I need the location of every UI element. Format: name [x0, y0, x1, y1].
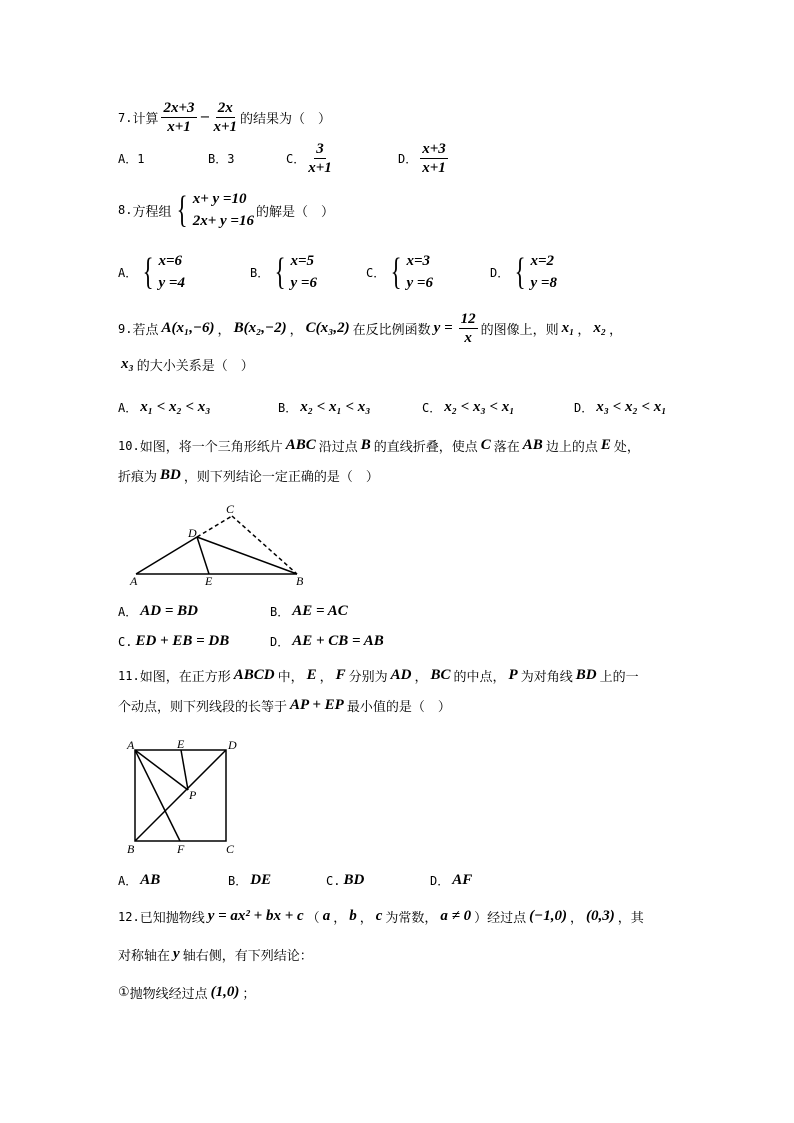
- math: ABC: [285, 437, 316, 453]
- numerator: 2x: [217, 100, 233, 116]
- option-label: A．: [118, 605, 138, 619]
- text: 抛物线经过点: [129, 987, 208, 1002]
- numerator: x+3: [422, 141, 446, 157]
- option-value: x₁ < x₂ < x₃: [140, 399, 211, 415]
- option-value: 3: [227, 151, 235, 166]
- text: ，: [609, 323, 623, 338]
- question-number: 8.: [118, 203, 133, 217]
- item-marker: ①: [118, 985, 130, 1000]
- math: y = ax² + bx + c: [207, 908, 304, 924]
- text: 方程组: [132, 204, 172, 220]
- option-label: D．: [490, 265, 510, 280]
- text: ）经过点: [474, 911, 527, 926]
- option-label: B．: [270, 605, 290, 619]
- math: B(x₂,−2): [233, 320, 287, 336]
- text: ，: [217, 323, 231, 338]
- text: 的图像上，则: [480, 323, 559, 338]
- option-label: D．: [270, 635, 290, 649]
- text: 分别为: [348, 670, 388, 685]
- text: 为常数，: [385, 911, 438, 926]
- text: 边上的点: [545, 440, 598, 455]
- option-label: A．: [118, 265, 138, 280]
- point-label: A: [127, 738, 135, 752]
- math: B: [360, 437, 371, 453]
- question-12: [118, 907, 644, 926]
- question-11: [118, 666, 639, 685]
- text: 为对角线: [520, 670, 573, 685]
- brace: {: [390, 251, 402, 293]
- math: C: [480, 437, 491, 453]
- option-value: x₂ < x₁ < x₃: [300, 399, 371, 415]
- text: 若点: [132, 323, 159, 338]
- denominator: x+1: [422, 160, 446, 176]
- math: BD: [575, 667, 597, 683]
- numerator: 12: [460, 311, 476, 327]
- brace: {: [514, 251, 526, 293]
- math: AB: [522, 437, 543, 453]
- option-c: [326, 872, 367, 889]
- math: x₂: [593, 320, 607, 336]
- math: A(x₁,−6): [161, 320, 215, 336]
- option-b: [270, 603, 351, 620]
- text: （: [306, 911, 320, 926]
- text: 对称轴在: [118, 949, 171, 964]
- math: ABCD: [233, 667, 275, 683]
- text: 在反比例函数: [352, 323, 431, 338]
- numerator: 2x+3: [163, 100, 195, 116]
- option-label: B．: [208, 152, 228, 166]
- text: 如图，在正方形: [139, 670, 231, 685]
- math: P: [508, 667, 518, 683]
- math: c: [375, 908, 383, 924]
- option-c: [118, 633, 232, 650]
- point-label: A: [130, 574, 138, 588]
- question-number: 12.: [118, 909, 140, 924]
- option-value: AE = AC: [292, 603, 348, 619]
- equation: x+ y =10: [192, 191, 247, 207]
- math: (−1,0): [529, 908, 567, 924]
- numerator: 3: [316, 141, 324, 157]
- point-label: D: [188, 526, 197, 540]
- equation: x=5: [290, 253, 315, 269]
- text: 的中点，: [453, 670, 506, 685]
- option-value: x₂ < x₃ < x₁: [444, 399, 515, 415]
- text: 的大小关系是（ ）: [136, 359, 254, 374]
- option-label: A．: [118, 401, 138, 415]
- math: (1,0): [210, 984, 240, 1000]
- math: F: [335, 667, 346, 683]
- math: (0,3): [586, 908, 615, 924]
- point-label: P: [189, 788, 197, 802]
- denominator: x+1: [167, 119, 191, 135]
- math: a ≠ 0: [440, 908, 472, 924]
- question-number: 9.: [118, 321, 133, 336]
- math: AP + EP: [290, 697, 344, 713]
- text: 的结果为（ ）: [240, 112, 332, 127]
- option-b: [228, 872, 274, 889]
- equation: y =8: [530, 275, 557, 291]
- option-label: C.: [118, 634, 133, 649]
- minus: −: [199, 110, 211, 125]
- option-label: A．: [118, 152, 138, 166]
- text: 最小值的是（ ）: [346, 700, 451, 715]
- math: x₃: [121, 356, 134, 372]
- brace: {: [177, 189, 189, 231]
- option-label: C．: [422, 401, 442, 415]
- math: AD: [390, 667, 412, 683]
- text: 中，: [277, 670, 304, 685]
- equation: 2x+ y =16: [192, 213, 254, 229]
- math: a: [322, 908, 331, 924]
- denominator: x+1: [308, 160, 332, 176]
- text: 处，: [613, 440, 640, 455]
- math: y =: [433, 320, 453, 336]
- option-value: AD = BD: [140, 603, 198, 619]
- text: 折痕为: [118, 470, 158, 485]
- text: ，: [319, 670, 333, 685]
- option-value: DE: [250, 872, 272, 888]
- text: 上的一: [599, 670, 639, 685]
- text: 如图，将一个三角形纸片: [139, 440, 283, 455]
- option-value: AE + CB = AB: [292, 633, 384, 649]
- triangle-figure: [136, 516, 297, 574]
- text: 沿过点: [318, 440, 358, 455]
- text: ，: [577, 323, 591, 338]
- option-label: C．: [286, 152, 306, 166]
- brace: {: [142, 251, 154, 293]
- text: ，其: [617, 911, 644, 926]
- equation: y =6: [406, 275, 433, 291]
- square-figure: [135, 750, 226, 841]
- question-number: 7.: [118, 110, 133, 125]
- math: E: [600, 437, 611, 453]
- point-label: B: [296, 574, 304, 588]
- equation: x=2: [530, 253, 555, 269]
- point-label: C: [226, 842, 235, 856]
- text: 落在: [493, 440, 520, 455]
- text: 轴右侧，有下列结论：: [182, 949, 313, 964]
- text: ；: [242, 987, 256, 1002]
- point-label: F: [177, 842, 185, 856]
- text: 计算: [132, 112, 159, 127]
- question-11-line-2: [118, 696, 451, 715]
- option-value: BD: [343, 872, 365, 888]
- option-label: C．: [366, 265, 386, 280]
- option-label: A．: [118, 874, 138, 888]
- math: b: [349, 908, 357, 924]
- math: BC: [430, 667, 451, 683]
- point-label: D: [228, 738, 237, 752]
- option-value: AB: [140, 872, 161, 888]
- option-label: C.: [326, 873, 341, 888]
- text: ，: [289, 323, 303, 338]
- math: x₁: [561, 320, 575, 336]
- option-label: B．: [278, 401, 298, 415]
- option-d: [430, 872, 475, 889]
- text: ，: [359, 911, 373, 926]
- point-label: B: [127, 842, 135, 856]
- option-value: 1: [137, 151, 145, 166]
- text: ，: [570, 911, 584, 926]
- math: E: [306, 667, 317, 683]
- text: ，则下列结论一定正确的是（ ）: [183, 470, 379, 485]
- option-label: D．: [430, 874, 450, 888]
- math: C(x₃,2): [305, 320, 350, 336]
- text: 的解是（ ）: [255, 204, 334, 220]
- brace: {: [274, 251, 286, 293]
- option-label: D．: [574, 401, 594, 415]
- option-value: ED + EB = DB: [135, 633, 230, 649]
- text: 个动点，则下列线段的长等于: [118, 700, 288, 715]
- question-number: 10.: [118, 438, 140, 453]
- point-label: C: [226, 502, 235, 516]
- conclusion-1: [118, 983, 255, 1002]
- option-value: x₃ < x₂ < x₁: [596, 399, 667, 415]
- option-value: AF: [452, 872, 473, 888]
- question-number: 11.: [118, 668, 140, 683]
- text: 的直线折叠，使点: [373, 440, 478, 455]
- equation: x=3: [406, 253, 431, 269]
- equation: x=6: [158, 253, 183, 269]
- text: 已知抛物线: [139, 911, 205, 926]
- equation: y =6: [290, 275, 317, 291]
- text: ，: [414, 670, 428, 685]
- option-label: B．: [228, 874, 248, 888]
- point-label: E: [205, 574, 213, 588]
- equation: y =4: [158, 275, 185, 291]
- point-label: E: [177, 737, 185, 751]
- option-label: B．: [250, 265, 270, 280]
- option-a: [118, 603, 201, 620]
- math: BD: [160, 467, 181, 483]
- option-label: D．: [398, 152, 418, 166]
- denominator: x: [464, 330, 472, 346]
- text: ，: [333, 911, 347, 926]
- question-12-line-2: [118, 945, 313, 964]
- option-a: [118, 872, 163, 889]
- math: y: [173, 946, 180, 962]
- option-d: [270, 633, 387, 650]
- denominator: x+1: [213, 119, 237, 135]
